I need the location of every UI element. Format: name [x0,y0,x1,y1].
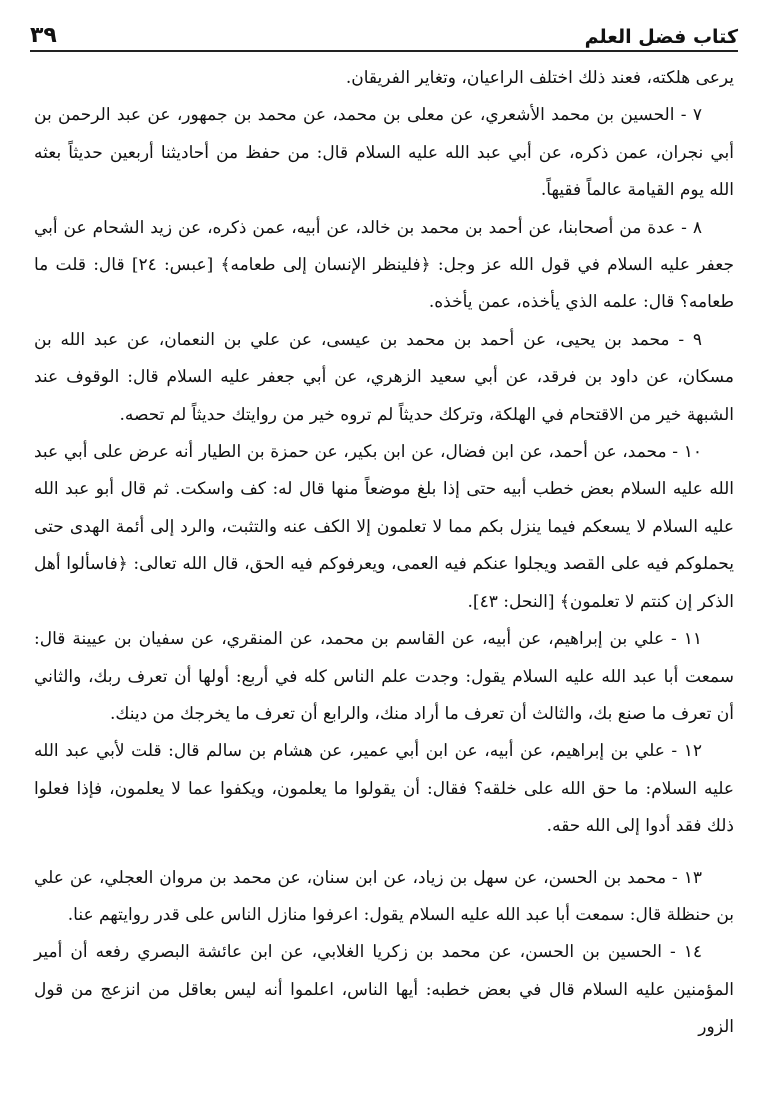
page-header [30,8,738,48]
header-divider [30,50,738,52]
paragraph-continuation: يرعى هلكته، فعند ذلك اختلف الراعيان، وتغاير الفريقان. [345,68,734,88]
running-title: كتاب فضل العلم [584,26,738,48]
hadith-11: ١١ - علي بن إبراهيم، عن أبيه، عن القاسم بن محمد، عن المنقري، عن سفيان بن عيينة قال: سمعت أبا عبد الله عليه السلام يقول: وجدت علم الناس كله في أربع: أولها أن تعرف ربك، والثاني أن تعرف ما صنع بك، والثالث أن تعرف ما أراد منك، والرابع أن تعرف ما يخرجك من دينك. [34,629,734,724]
hadith-14: ١٤ - الحسين بن الحسن، عن محمد بن زكريا الغلابي، عن ابن عائشة البصري رفعه أن أمير المؤمنين عليه السلام قال في بعض خطبه: أيها الناس، اعلموا أنه ليس بعاقل من انزعج من قول الزور [34,942,734,1038]
hadith-7: ٧ - الحسين بن محمد الأشعري، عن معلى بن محمد، عن محمد بن جمهور، عن عبد الرحمن بن أبي نجران، عمن ذكره، عن أبي عبد الله عليه السلام قال: من حفظ من أحاديثنا أربعين حديثاً بعثه الله يوم القيامة عالماً فقيهاً. [34,105,734,201]
hadith-10: ١٠ - محمد، عن أحمد، عن ابن فضال، عن ابن بكير، عن حمزة بن الطيار أنه عرض على أبي عبد الله عليه السلام بعض خطب أبيه حتى إذا بلغ موضعاً منها قال له: كف واسكت. ثم قال أبو عبد الله عليه السلام لا يسعكم فيما ينزل بكم مما لا تعلمون إلا الكف عنه والتثبت، والرد إلى أئمة الهدى حتى يحملوكم فيه على القصد ويجلوا عنكم فيه العمى، ويعرفوكم فيه الحق، قال الله تعالى: ﴿فاسألوا أهل الذكر إن كنتم لا تعلمون﴾ [النحل: ٤٣]. [34,442,734,612]
page-body [34,60,734,1047]
hadith-9: ٩ - محمد بن يحيى، عن أحمد بن محمد بن عيسى، عن علي بن النعمان، عن عبد الله بن مسكان، عن داود بن فرقد، عن أبي سعيد الزهري، عن أبي جعفر عليه السلام قال: الوقوف عند الشبهة خير من الاقتحام في الهلكة، وتركك حديثاً لم تروه خير من روايتك حديثاً لم تحصه. [34,329,734,425]
page-number: ٣٩ [30,23,57,48]
hadith-8: ٨ - عدة من أصحابنا، عن أحمد بن محمد بن خالد، عن أبيه، عمن ذكره، عن زيد الشحام عن أبي جعفر عليه السلام في قول الله عز وجل: ﴿فلينظر الإنسان إلى طعامه﴾ [عبس: ٢٤] قال: قلت ما طعامه؟ قال: علمه الذي يأخذه، عمن يأخذه. [34,217,734,313]
hadith-12: ١٢ - علي بن إبراهيم، عن أبيه، عن ابن أبي عمير، عن هشام بن سالم قال: قلت لأبي عبد الله عليه السلام: ما حق الله على خلقه؟ فقال: أن يقولوا ما يعلمون، ويكفوا عما لا يعلمون، فإذا فعلوا ذلك فقد أدوا إلى الله حقه. [34,741,734,837]
hadith-13: ١٣ - محمد بن الحسن، عن سهل بن زياد، عن ابن سنان، عن محمد بن مروان العجلي، عن علي بن حنظلة قال: سمعت أبا عبد الله عليه السلام يقول: اعرفوا منازل الناس على قدر روايتهم عنا. [34,867,734,925]
